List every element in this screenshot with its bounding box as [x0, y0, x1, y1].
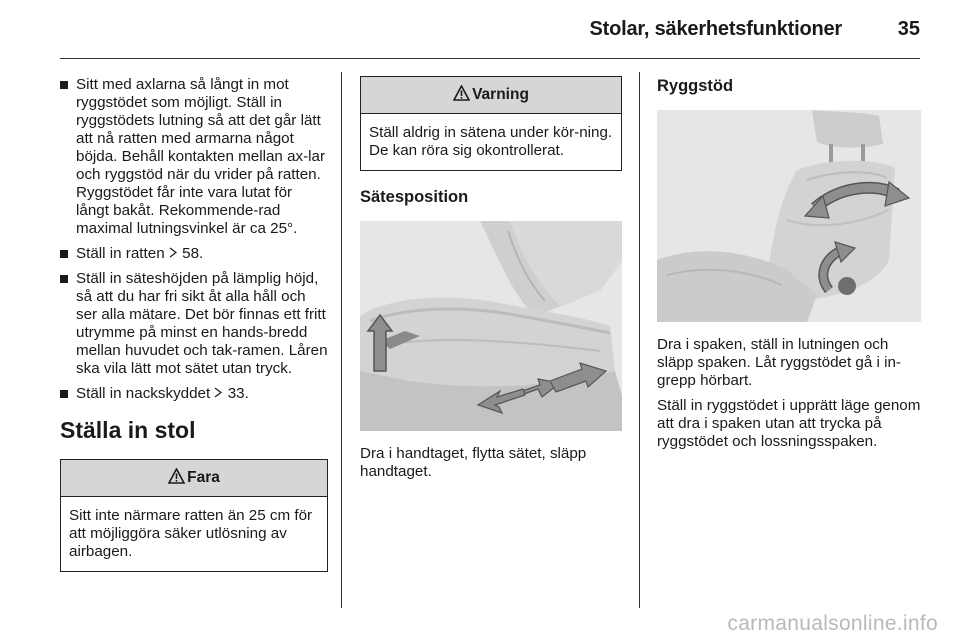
warning-title: Varning: [472, 86, 529, 103]
list-item: [60, 76, 328, 238]
reference-arrow-icon: [214, 385, 227, 402]
seat-adjustment-illustration: [360, 221, 622, 431]
square-bullet-icon: [60, 275, 68, 283]
square-bullet-icon: [60, 390, 68, 398]
section-title: Ryggstöd: [657, 77, 734, 95]
square-bullet-icon: [60, 250, 68, 258]
warning-box-header: [361, 77, 621, 114]
column-1: [60, 76, 328, 572]
list-item-text: Sitt med axlarna så långt in mot ryggstödet som möjligt. Ställ in ryggstödets lutning så att det går lätt att nå ratten med armarna något böjda. Behåll kontakten mellan ax-lar och ryggstöd när du vrider på ratten. Ryggstödet får inte vara lutat för långt bakåt. Rekommende-rad maximal lutningsvinkel är ca 25°.: [76, 76, 326, 237]
list-item: [60, 245, 328, 263]
warning-triangle-icon: [168, 462, 185, 498]
list-item: [60, 270, 328, 378]
watermark: carmanualsonline.info: [727, 612, 938, 635]
square-bullet-icon: [60, 81, 68, 89]
warning-body: Ställ aldrig in sätena under kör-ning. De kan röra sig okontrollerat.: [369, 124, 613, 159]
bullet-list: [60, 76, 328, 403]
list-item-text: Ställ in ratten: [76, 245, 165, 262]
backrest-image: [657, 110, 921, 322]
warning-box: [360, 76, 622, 171]
list-item-text: Ställ in nackskyddet: [76, 385, 211, 402]
list-item-text: Ställ in säteshöjden på lämplig höjd, så att du har fri sikt åt alla håll och ser alla mätare. Det bör finnas ett fritt utrymme på minst en hands-bredd mellan huvudet och tak-ramen. Låren ska vila lätt mot sätet utan tryck.: [76, 270, 328, 377]
page-number: 35: [897, 18, 920, 40]
danger-body: Sitt inte närmare ratten än 25 cm för att möjliggöra säker utlösning av airbagen.: [69, 507, 313, 560]
danger-box-header: [61, 460, 327, 497]
backrest-adjustment-illustration: [657, 110, 921, 322]
section-title: Ställa in stol: [60, 417, 196, 443]
header-rule: [60, 58, 920, 59]
paragraph: Dra i spaken, ställ in lutningen och släpp spaken. Låt ryggstödet gå i in-grepp hörbart.: [657, 336, 901, 389]
danger-title: Fara: [187, 469, 220, 486]
list-item: [60, 385, 328, 403]
warning-triangle-icon: [453, 79, 470, 115]
figure-caption: Dra i handtaget, flytta sätet, släpp handtaget.: [360, 445, 587, 480]
page-reference[interactable]: 33.: [227, 385, 249, 402]
column-2: [360, 76, 622, 488]
reference-arrow-icon: [169, 245, 182, 262]
paragraph: Ställ in ryggstödet i upprätt läge genom att dra i spaken utan att trycka på ryggstödet och lossningsspaken.: [657, 397, 921, 450]
column-divider: [341, 72, 342, 608]
section-title: Sätesposition: [360, 188, 469, 206]
column-divider: [639, 72, 640, 608]
danger-box: [60, 459, 328, 572]
page-reference[interactable]: 58.: [182, 245, 204, 262]
seat-position-image: [360, 221, 622, 431]
column-3: [657, 76, 921, 458]
page-title: Stolar, säkerhetsfunktioner: [589, 18, 842, 40]
